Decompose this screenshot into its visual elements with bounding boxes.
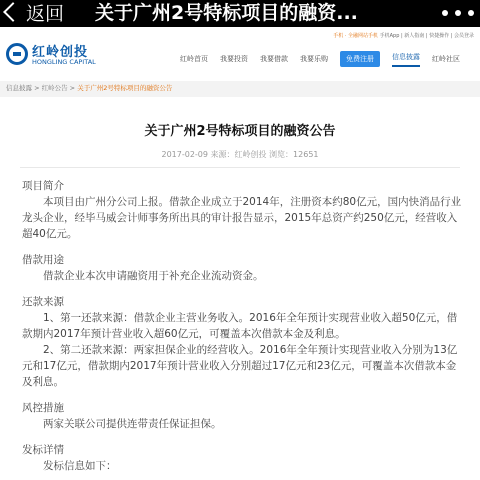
section-paragraph: 两家关联公司提供连带责任保证担保。 bbox=[43, 418, 222, 430]
logo-name-cn: 红岭创投 bbox=[32, 45, 89, 60]
breadcrumb-item-notices[interactable]: 红岭公告 bbox=[41, 84, 68, 92]
breadcrumb-item-disclosure[interactable]: 信息披露 bbox=[6, 84, 32, 92]
article-title: 关于广州2号特标项目的融资公告 bbox=[144, 124, 336, 139]
logo-name-en: HONGLING CAPITAL bbox=[32, 58, 96, 66]
more-menu-button[interactable] bbox=[442, 2, 474, 24]
section-heading: 风控措施 bbox=[22, 402, 64, 414]
section-heading: 项目简介 bbox=[22, 180, 64, 192]
nav-item-invest[interactable]: 我要投资 bbox=[220, 55, 248, 63]
chevron-left-icon bbox=[3, 2, 23, 22]
main-nav bbox=[180, 51, 472, 67]
back-button[interactable] bbox=[6, 1, 64, 26]
page-title: 关于广州2号特标项目的融资... bbox=[95, 2, 358, 24]
section-paragraph: 借款企业本次申请融资用于补充企业流动资金。 bbox=[43, 270, 264, 282]
nav-item-community[interactable]: 红岭社区 bbox=[432, 55, 460, 63]
article-meta: 2017-02-09 来源：红岭创投 浏览：12651 bbox=[161, 150, 319, 159]
utility-links[interactable]: 手机App | 新人指南 | 快捷操作 | 会员登录 bbox=[379, 33, 474, 39]
section-heading: 发标详情 bbox=[22, 444, 64, 456]
divider bbox=[20, 167, 460, 168]
section-paragraph: 2、第二还款来源：两家担保企业的经营收入。2016年全年预计实现营业收入分别为13亿元和17亿元，借款期内2017年预计营业收入分别超过17亿元和23亿元，可覆盖本次借款本金及利息。 bbox=[22, 344, 458, 388]
dot-icon bbox=[442, 10, 448, 16]
section-paragraph: 1、第一还款来源：借款企业主营业务收入。2016年全年预计实现营业收入超50亿元，借款期内2017年预计营业收入超60亿元，可覆盖本次借款本金及利息。 bbox=[22, 312, 458, 340]
utility-bar bbox=[333, 32, 474, 39]
back-label: 返回 bbox=[26, 3, 65, 25]
nav-item-home[interactable]: 红岭首页 bbox=[180, 55, 208, 63]
nav-item-shop[interactable]: 我要乐购 bbox=[300, 55, 328, 63]
article-body bbox=[22, 178, 464, 474]
section-heading: 还款来源 bbox=[22, 296, 64, 308]
section-paragraph: 本项目由广州分公司上报。借款企业成立于2014年，注册资本约80亿元，国内快消品行业龙头企业，经毕马威会计师事务所出具的审计报告显示，2015年总资产约250亿元，经营收入超40亿元。 bbox=[22, 196, 462, 240]
logo-icon bbox=[6, 43, 28, 65]
breadcrumb: 信息披露 > 红岭公告 > 关于广州2号特标项目的融资公告 bbox=[0, 81, 480, 97]
dot-icon bbox=[468, 10, 474, 16]
dot-icon bbox=[455, 10, 461, 16]
section-paragraph: 发标信息如下： bbox=[43, 460, 117, 472]
app-top-bar bbox=[0, 0, 480, 27]
nav-item-disclosure[interactable]: 信息披露 bbox=[392, 52, 420, 67]
breadcrumb-current: 关于广州2号特标项目的融资公告 bbox=[77, 84, 173, 92]
site-logo[interactable] bbox=[6, 41, 94, 71]
section-heading: 借款用途 bbox=[22, 254, 64, 266]
nav-item-borrow[interactable]: 我要借款 bbox=[260, 55, 288, 63]
register-button[interactable]: 免费注册 bbox=[340, 51, 380, 67]
hotline-text: 手机 · 全融网站手机 bbox=[333, 33, 379, 39]
